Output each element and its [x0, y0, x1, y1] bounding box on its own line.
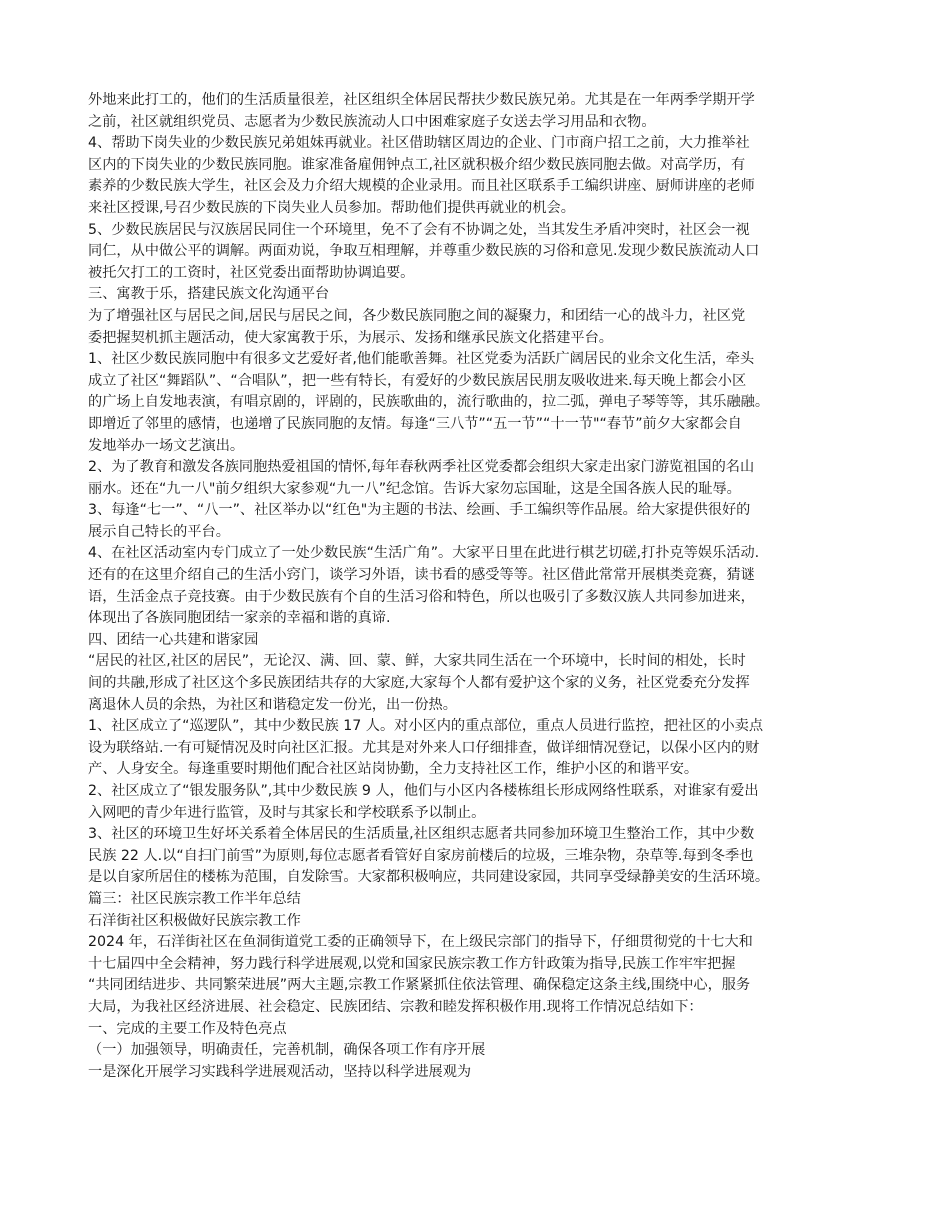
- text-line: 被托欠打工的工资时，社区党委出面帮助协调追要。: [88, 264, 415, 281]
- text-line: 为了增强社区与居民之间,居民与居民之间，各少数民族同胞之间的凝聚力，和团结一心的战斗力，社区党: [88, 307, 746, 324]
- text-line: 一是深化开展学习实践科学进展观活动，坚持以科学进展观为: [88, 1063, 472, 1080]
- text-line: （一）加强领导，明确责任，完善机制，确保各项工作有序开展: [88, 1042, 486, 1059]
- text-line: “居民的社区,社区的居民”，无论汉、满、回、蒙、鲜，大家共同生活在一个环境中，长时间的相处，长时: [88, 653, 746, 670]
- text-line: 丽水。还在“九一八"前夕组织大家参观“九一八”纪念馆。告诉大家勿忘国耻，这是全国各族人民的耻辱。: [88, 480, 741, 497]
- text-line: 2、为了教育和激发各族同胞热爱祖国的情怀,每年春秋两季社区党委都会组织大家走出家门游览祖国的名山: [88, 459, 755, 476]
- text-line: 篇三：社区民族宗教工作半年总结: [88, 890, 301, 907]
- text-line: 展示自己特长的平台。: [88, 523, 230, 540]
- text-line: 来社区授课,号召少数民族的下岗失业人员参加。帮助他们提供再就业的机会。: [88, 199, 575, 216]
- text-line: 同仁，从中做公平的调解。两面劝说，争取互相理解，并尊重少数民族的习俗和意见.发现少数民族流动人口: [88, 243, 760, 260]
- text-line: 十七届四中全会精神，努力践行科学进展观,以党和国家民族宗教工作方针政策为指导,民族工作牢牢把握: [88, 955, 736, 972]
- text-line: 民族 22 人.以“自扫门前雪”为原则,每位志愿者看管好自家房前楼后的垃圾，三堆杂物，杂草等.每到冬季也: [88, 847, 754, 864]
- text-line: 设为联络站.一有可疑情况及时向社区汇报。尤其是对外来人口仔细排查，做详细情况登记，以保小区内的财: [88, 739, 760, 756]
- text-line: 成立了社区“舞蹈队”、“合唱队”，把一些有特长，有爱好的少数民族居民朋友吸收进来.每天晚上都会小区: [88, 372, 747, 389]
- text-line: 之前，社区就组织党员、志愿者为少数民族流动人口中困难家庭子女送去学习用品和衣物。: [88, 113, 656, 130]
- text-line: 素养的少数民族大学生，社区会及力介绍大规模的企业录用。而且社区联系手工编织讲座、厨师讲座的老师: [88, 178, 755, 195]
- text-line: 外地来此打工的，他们的生活质量很差，社区组织全体居民帮扶少数民族兄弟。尤其是在一年两季学期开学: [88, 92, 755, 108]
- text-line: 是以自家所居住的楼栋为范围，自发除雪。大家都积极响应，共同建设家园，共同享受绿静美安的生活环境。: [88, 869, 770, 886]
- text-line: 的广场上自发地表演，有唱京剧的，评剧的，民族歌曲的，流行歌曲的，拉二弧，弹电子琴等等，其乐融融。: [88, 394, 770, 411]
- text-line: 1、社区少数民族同胞中有很多文艺爱好者,他们能歌善舞。社区党委为活跃广阔居民的业余文化生活，牵头: [88, 351, 755, 368]
- text-line: 发地举办一场文艺演出。: [88, 437, 245, 454]
- text-line: 2024 年，石洋街社区在鱼洞街道党工委的正确领导下，在上级民宗部门的指导下，仔细贯彻党的十七大和: [88, 934, 753, 951]
- document-body: [88, 90, 868, 1083]
- text-line: 石洋街社区积极做好民族宗教工作: [88, 912, 301, 929]
- text-line: 一、完成的主要工作及特色亮点: [88, 1020, 287, 1037]
- text-line: 还有的在这里介绍自己的生活小窍门，谈学习外语，读书看的感受等等。社区借此常常开展棋类竞赛，猜谜: [88, 567, 755, 584]
- text-line: “共同团结进步、共同繁荣进展”两大主题,宗教工作紧紧抓住依法管理、确保稳定这条主线,围绕中心，服务: [88, 977, 751, 994]
- text-line: 2、社区成立了“银发服务队”,其中少数民族 9 人，他们与小区内各楼栋组长形成网络性联系，对谁家有爱出: [88, 783, 759, 799]
- text-line: 4、帮助下岗失业的少数民族兄弟姐妹再就业。社区借助辖区周边的企业、门市商户招工之前，大力推举社: [88, 135, 750, 152]
- text-line: 3、社区的环境卫生好坏关系着全体居民的生活质量,社区组织志愿者共同参加环境卫生整治工作，其中少数: [88, 826, 755, 843]
- text-line: 间的共融,形成了社区这个多民族团结共存的大家庭,大家每个人都有爱护这个家的义务，社区党委充分发挥: [88, 675, 750, 692]
- text-line: 4、在社区活动室内专门成立了一处少数民族“生活广角”。大家平日里在此进行棋艺切磋,打扑克等娱乐活动.: [88, 545, 760, 562]
- text-line: 产、人身安全。每逢重要时期他们配合社区站岗协勤，全力支持社区工作，维护小区的和谐平安。: [88, 761, 699, 778]
- text-line: 大局，为我社区经济进展、社会稳定、民族团结、宗教和睦发挥积极作用.现将工作情况总结如下：: [88, 998, 703, 1015]
- text-line: 区内的下岗失业的少数民族同胞。谁家准备雇佣钟点工,社区就积极介绍少数民族同胞去做。对高学历，有: [88, 156, 746, 173]
- text-line: 入网吧的青少年进行监管，及时与其家长和学校联系予以制止。: [88, 804, 486, 821]
- text-line: 5、少数民族居民与汉族居民同住一个环境里，免不了会有不协调之处，当其发生矛盾冲突时，社区会一视: [88, 221, 750, 238]
- text-line: 3、每逢“七一”、“八一”、社区举办以“红色"为主题的书法、绘画、手工编织等作品展。给大家提供很好的: [88, 502, 751, 519]
- text-line: 三、寓教于乐，搭建民族文化沟通平台: [88, 286, 330, 303]
- text-line: 委把握契机抓主题活动，使大家寓教于乐，为展示、发扬和继承民族文化搭建平台。: [88, 329, 613, 346]
- text-line: 体现出了各族同胞团结一家亲的幸福和谐的真谛.: [88, 610, 391, 627]
- text-line: 1、社区成立了“巡逻队”，其中少数民族 17 人。对小区内的重点部位，重点人员进行监控，把社区的小卖点: [88, 718, 764, 735]
- text-line: 离退休人员的余热，为社区和谐稳定发一份光，出一份热。: [88, 696, 457, 713]
- text-line: 语，生活金点子竞技赛。由于少数民族有个自的生活习俗和特色，所以也吸引了多数汉族人共同参加进来，: [88, 588, 755, 605]
- text-line: 四、团结一心共建和谐家园: [88, 631, 259, 648]
- text-line: 即增近了邻里的感情，也递增了民族同胞的友情。每逢“三八节”“五一节”“十一节"“春节”前夕大家都会自: [88, 415, 742, 432]
